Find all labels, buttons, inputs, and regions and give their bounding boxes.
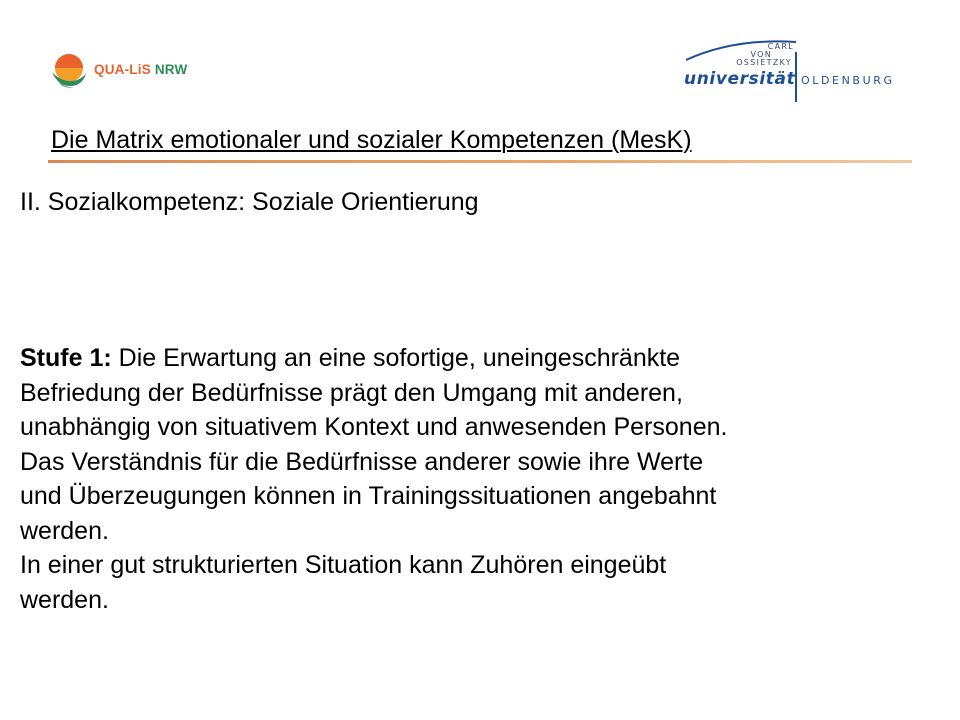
logo-text-oldenburg: OLDENBURG [801,74,895,87]
body-line-7: In einer gut strukturierten Situation kann Zuhören eingeübt [20,551,667,579]
body-line-6: werden. [20,516,109,545]
qualis-swirl-icon [48,48,90,90]
title-underline-rule [48,160,912,163]
logo-divider [795,52,797,102]
qualis-nrw-logo [48,48,187,90]
university-oldenburg-logo [684,36,914,104]
body-line-2: Befriedung der Bedürfnisse prägt den Umgang mit anderen, [20,378,683,407]
logo-text-ossietzky: OSSIETZKY [736,58,792,67]
body-line-8: werden. [20,585,109,614]
slide-title: Die Matrix emotionaler und sozialer Kompetenzen (MesK) [51,126,692,154]
logo-text-carl: CARL [767,42,794,51]
body-line-1 [20,341,940,376]
logo-arc-icon [684,36,914,66]
section-heading: II. Sozialkompetenz: Soziale Orientierung [20,188,479,216]
body-line-5: und Überzeugungen können in Trainingssituationen angebahnt [20,482,717,510]
qualis-wordmark: QUA-LiS NRW [94,61,188,77]
logo-text-universitaet: universität [684,69,796,89]
stage-label: Stufe 1: [20,344,112,372]
logo-text-von: VON [750,50,772,59]
stage-description [20,341,940,617]
body-line-3: unabhängig von situativem Kontext und anwesenden Personen. [20,413,728,441]
body-line-4: Das Verständnis für die Bedürfnisse anderer sowie ihre Werte [20,447,704,476]
body-line-1-text: Die Erwartung an eine sofortige, uneingeschränkte [111,344,681,372]
